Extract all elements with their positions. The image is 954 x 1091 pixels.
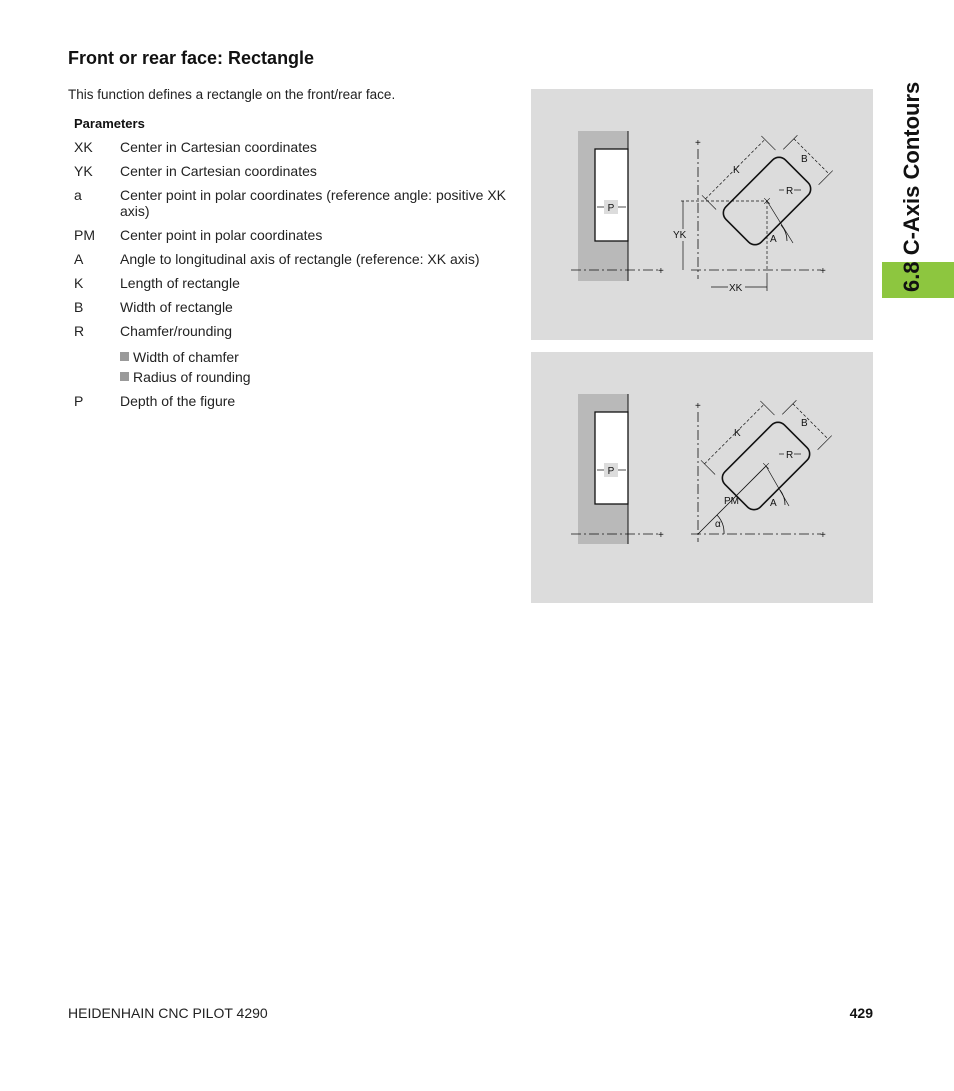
label-k: K <box>733 165 740 176</box>
param-description: Depth of the figure <box>120 393 236 409</box>
plus-marker: + <box>695 401 701 412</box>
param-symbol: PM <box>74 227 95 243</box>
footer-product: HEIDENHAIN CNC PILOT 4290 <box>68 1005 268 1021</box>
param-description: Width of rectangle <box>120 299 233 315</box>
label-p: P <box>607 466 615 477</box>
label-r: R <box>786 450 794 461</box>
label-a: A <box>770 498 777 509</box>
param-description: Center in Cartesian coordinates <box>120 163 317 179</box>
plus-marker: + <box>658 530 664 541</box>
square-bullet-icon <box>120 352 129 361</box>
square-bullet-icon <box>120 372 129 381</box>
page-number: 429 <box>849 1005 873 1021</box>
param-description: Chamfer/rounding <box>120 323 233 339</box>
label-k: K <box>734 428 741 439</box>
chamfer-option-item <box>120 349 239 365</box>
plus-marker: + <box>820 266 826 277</box>
param-description: Center point in polar coordinates (reference angle: positive XK axis) <box>120 187 506 219</box>
param-symbol: B <box>74 299 84 315</box>
param-symbol: YK <box>74 163 93 179</box>
figure-polar-rectangle <box>531 352 873 603</box>
param-symbol: P <box>74 393 84 409</box>
label-alpha: α <box>715 519 721 530</box>
polar-diagram <box>531 352 873 603</box>
label-xk: XK <box>729 283 743 294</box>
label-a: A <box>770 234 777 245</box>
param-description: Length of rectangle <box>120 275 240 291</box>
figure-cartesian-rectangle <box>531 89 873 340</box>
label-r: R <box>786 186 794 197</box>
plus-marker: + <box>820 530 826 541</box>
param-symbol: K <box>74 275 84 291</box>
plus-marker: + <box>695 138 701 149</box>
label-pm: PM <box>724 496 739 507</box>
pocket-depth-shape <box>595 149 628 241</box>
chamfer-option-item <box>120 369 251 385</box>
param-symbol: a <box>74 187 82 203</box>
chamfer-option-label: Radius of rounding <box>133 369 251 385</box>
section-title: Front or rear face: Rectangle <box>68 48 315 68</box>
parameters-heading: Parameters <box>74 116 145 131</box>
label-b: B <box>801 154 808 165</box>
intro-text: This function defines a rectangle on the front/rear face. <box>68 87 396 102</box>
param-symbol: R <box>74 323 85 339</box>
pocket-depth-shape <box>595 412 628 504</box>
label-b: B <box>801 418 808 429</box>
param-description: Angle to longitudinal axis of rectangle (reference: XK axis) <box>120 251 480 267</box>
param-symbol: A <box>74 251 84 267</box>
chapter-title: 6.8 C-Axis Contours <box>899 81 924 292</box>
plus-marker: + <box>658 266 664 277</box>
chamfer-option-label: Width of chamfer <box>133 349 239 365</box>
label-yk: YK <box>673 230 687 241</box>
cartesian-diagram <box>531 89 873 340</box>
label-p: P <box>607 203 615 214</box>
param-description: Center point in polar coordinates <box>120 227 323 243</box>
param-description: Center in Cartesian coordinates <box>120 139 317 155</box>
param-symbol: XK <box>74 139 93 155</box>
